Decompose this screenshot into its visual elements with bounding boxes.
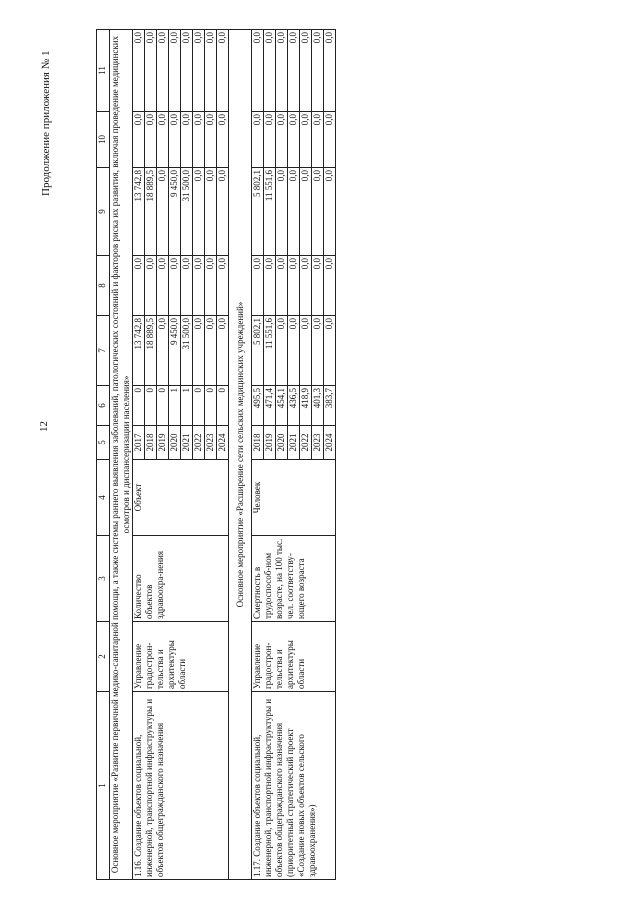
value-cell: 0,0: [157, 168, 169, 256]
year-cell: 2017: [133, 426, 145, 460]
col-number: 7: [97, 316, 110, 386]
year-cell: 2021: [288, 426, 300, 460]
value-cell: 0,0: [205, 316, 217, 386]
value-cell: 13 742,8: [133, 316, 145, 386]
col-number: 1: [97, 692, 110, 880]
value-cell: 0,0: [276, 112, 288, 168]
value-cell: 436,5: [288, 386, 300, 426]
value-cell: 0,0: [300, 168, 312, 256]
value-cell: 0,0: [288, 30, 300, 112]
value-cell: 0,0: [157, 30, 169, 112]
value-cell: 1: [169, 386, 181, 426]
section-1-title: Основное мероприятие «Развитие первичной медико-санитарной помощи, а также системы раннего выявления заболеваний, патологических состояний и факторов риска их развития, включая проведение медицинских осмотров и диспансеризации населения»: [110, 30, 133, 880]
value-cell: 0,0: [205, 30, 217, 112]
value-cell: 0,0: [181, 30, 193, 112]
year-cell: 2022: [300, 426, 312, 460]
value-cell: 383,7: [324, 386, 336, 426]
section-title-row: [110, 30, 133, 880]
value-cell: 0,0: [169, 256, 181, 316]
value-cell: 0,0: [288, 168, 300, 256]
year-cell: 2022: [193, 426, 205, 460]
value-cell: 0,0: [193, 256, 205, 316]
value-cell: 0,0: [324, 316, 336, 386]
value-cell: 471,4: [264, 386, 276, 426]
value-cell: 0,0: [193, 112, 205, 168]
value-cell: 0,0: [181, 256, 193, 316]
section-title-row: [229, 30, 252, 880]
value-cell: 0,0: [193, 168, 205, 256]
value-cell: 0,0: [252, 30, 264, 112]
year-cell: 2021: [181, 426, 193, 460]
col-number: 11: [97, 30, 110, 112]
col-number: 4: [97, 460, 110, 536]
value-cell: 0,0: [157, 316, 169, 386]
value-cell: 11 551,6: [264, 168, 276, 256]
value-cell: 454,1: [276, 386, 288, 426]
value-cell: 0,0: [205, 168, 217, 256]
value-cell: 0: [133, 386, 145, 426]
value-cell: 9 450,0: [169, 316, 181, 386]
value-cell: 0,0: [252, 256, 264, 316]
value-cell: 0,0: [324, 30, 336, 112]
value-cell: 0,0: [276, 30, 288, 112]
col-number: 3: [97, 536, 110, 622]
value-cell: 0: [205, 386, 217, 426]
value-cell: 418,9: [300, 386, 312, 426]
section-2-title: Основное мероприятие «Расширение сети сельских медицинских учреждений»: [229, 30, 252, 880]
value-cell: 0,0: [217, 316, 229, 386]
value-cell: 0,0: [276, 256, 288, 316]
value-cell: 0,0: [205, 256, 217, 316]
value-cell: 0,0: [300, 30, 312, 112]
value-cell: 0,0: [217, 168, 229, 256]
executor-cell: Управление градострон-тельства и архитектуры области: [252, 622, 336, 692]
value-cell: 0,0: [181, 112, 193, 168]
value-cell: 0: [157, 386, 169, 426]
col-number: 10: [97, 112, 110, 168]
value-cell: 0,0: [300, 316, 312, 386]
year-cell: 2023: [312, 426, 324, 460]
page-number: 12: [38, 421, 50, 432]
value-cell: 0,0: [252, 112, 264, 168]
value-cell: 31 500,0: [181, 316, 193, 386]
table-row: [133, 30, 145, 880]
value-cell: 5 802,1: [252, 316, 264, 386]
value-cell: 0: [145, 386, 157, 426]
value-cell: 1: [181, 386, 193, 426]
column-number-row: [97, 30, 110, 880]
value-cell: 0,0: [288, 316, 300, 386]
value-cell: 0,0: [312, 30, 324, 112]
value-cell: 0,0: [169, 30, 181, 112]
value-cell: 0,0: [312, 256, 324, 316]
value-cell: 0,0: [145, 112, 157, 168]
year-cell: 2018: [145, 426, 157, 460]
col-number: 8: [97, 256, 110, 316]
value-cell: 0,0: [193, 30, 205, 112]
value-cell: 18 889,5: [145, 168, 157, 256]
year-cell: 2020: [276, 426, 288, 460]
value-cell: 0,0: [288, 256, 300, 316]
value-cell: 0,0: [264, 30, 276, 112]
value-cell: 0,0: [193, 316, 205, 386]
col-number: 6: [97, 386, 110, 426]
value-cell: 0,0: [300, 256, 312, 316]
year-cell: 2019: [264, 426, 276, 460]
value-cell: 31 500,0: [181, 168, 193, 256]
value-cell: 0: [193, 386, 205, 426]
value-cell: 0,0: [157, 112, 169, 168]
value-cell: 13 742,8: [133, 168, 145, 256]
value-cell: 0,0: [300, 112, 312, 168]
value-cell: 0,0: [145, 30, 157, 112]
value-cell: 0,0: [276, 168, 288, 256]
unit-cell: Объект: [133, 460, 229, 536]
value-cell: 9 450,0: [169, 168, 181, 256]
indicator-cell: Количество объектов здравоохра-нения: [133, 536, 229, 622]
value-cell: 0,0: [217, 256, 229, 316]
value-cell: 0,0: [145, 256, 157, 316]
col-number: 2: [97, 622, 110, 692]
value-cell: 11 551,6: [264, 316, 276, 386]
value-cell: 0,0: [264, 256, 276, 316]
value-cell: 0,0: [324, 256, 336, 316]
col-number: 5: [97, 426, 110, 460]
value-cell: 0,0: [324, 168, 336, 256]
program-table: [96, 29, 336, 880]
value-cell: 5 802,1: [252, 168, 264, 256]
value-cell: 0,0: [169, 112, 181, 168]
year-cell: 2024: [324, 426, 336, 460]
value-cell: 0,0: [324, 112, 336, 168]
appendix-label: Продолжение приложения № 1: [40, 50, 52, 196]
year-cell: 2019: [157, 426, 169, 460]
value-cell: 0,0: [264, 112, 276, 168]
value-cell: 0,0: [312, 112, 324, 168]
value-cell: 0,0: [133, 30, 145, 112]
value-cell: 495,5: [252, 386, 264, 426]
value-cell: 0,0: [312, 316, 324, 386]
value-cell: 0,0: [312, 168, 324, 256]
value-cell: 0,0: [217, 30, 229, 112]
item-name-cell: 1.16. Создание объектов социальной, инженерной, транспортной инфраструктуры и объектов общегражданского назначения: [133, 692, 229, 880]
year-cell: 2024: [217, 426, 229, 460]
year-cell: 2020: [169, 426, 181, 460]
value-cell: 0,0: [217, 112, 229, 168]
item-name-cell: 1.17. Создание объектов социальной, инженерной, транспортной инфраструктуры и объектов общегражданского назначения (приоритетный стратегический проект «Создание новых объектов сельского здравоохранения»): [252, 692, 336, 880]
table-row: [252, 30, 264, 880]
value-cell: 401,3: [312, 386, 324, 426]
rotated-table-container: [96, 30, 624, 880]
value-cell: 0,0: [276, 316, 288, 386]
year-cell: 2018: [252, 426, 264, 460]
col-number: 9: [97, 168, 110, 256]
value-cell: 0,0: [133, 256, 145, 316]
value-cell: 18 889,5: [145, 316, 157, 386]
value-cell: 0,0: [288, 112, 300, 168]
value-cell: 0,0: [157, 256, 169, 316]
value-cell: 0,0: [205, 112, 217, 168]
year-cell: 2023: [205, 426, 217, 460]
value-cell: 0,0: [133, 112, 145, 168]
executor-cell: Управление градострон-тельства и архитектуры области: [133, 622, 229, 692]
indicator-cell: Смертность в трудоспособ-ном возрасте, на 100 тыс. чел. соответству-ющего возраста: [252, 536, 336, 622]
value-cell: 0: [217, 386, 229, 426]
unit-cell: Человек: [252, 460, 336, 536]
